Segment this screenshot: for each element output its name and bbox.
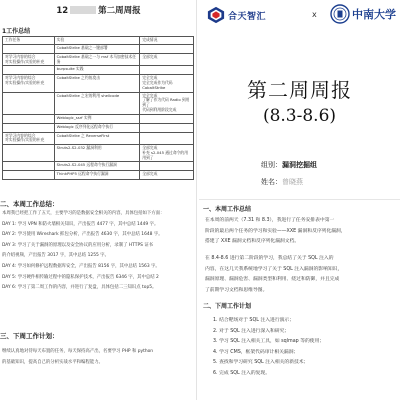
table-row [3, 162, 194, 171]
table-header-cell: 实验 [54, 37, 140, 45]
summary-line: DAY 2: 学习使用 Wireshark 抓包分析，产出报告 4630 字，其中总结 1648 字。 [2, 232, 163, 238]
list-item: 4. 学习 CMS，框架代码审计相关漏洞； [213, 349, 299, 355]
list-item: 5. 查找和学习研究 SQL 注入相关的新技术； [213, 360, 309, 366]
table-row [3, 145, 194, 162]
para-line: 在 8.4-8.6 进行第二阶段的学习，我总结了关于 SQL 注入的 [205, 256, 334, 261]
para-line: 在本周的前两天（7.31 和 8.3），我进行了任务安排表中第一 [205, 218, 335, 223]
table-header-cell: 工作任务 [3, 37, 55, 45]
right-summary-para2 [205, 254, 397, 296]
work-table [2, 36, 194, 180]
table-cell [140, 66, 194, 75]
name-field [261, 177, 303, 187]
right-plan-list [213, 316, 397, 380]
table-cell [3, 114, 55, 123]
hetian-logo-icon [207, 6, 225, 24]
table-cell: burpsuite 实践 [54, 66, 140, 75]
table-cell: 对学习内容的综合 对实验操作/实验的补充 [3, 75, 55, 92]
table-cell: ThinkPHP5 远程命令执行漏洞 [54, 171, 140, 180]
logo-row [199, 4, 400, 26]
table-cell: 完全完成 完全完成作为代码 CobaltStrike [140, 75, 194, 92]
summary-line: DAY 6: 学习了第二周工作的内容，并进行了复盘，具体包括二三知识点 top5。 [2, 285, 157, 291]
table-cell [3, 162, 55, 171]
table-cell [3, 92, 55, 114]
para-line: 内容，在这几天我系统地学习了关于 SQL 注入漏洞的影响知识， [205, 266, 343, 272]
table-header-row [3, 37, 194, 45]
csu-seal-icon [330, 4, 350, 24]
table-cell: 全部完成 [140, 54, 194, 66]
table-header-cell: 完成情况 [140, 37, 194, 45]
right-plan-heading: 二、下周工作计划 [203, 303, 252, 310]
table-cell [3, 66, 55, 75]
group-label: 组别： [261, 161, 282, 169]
redacted-name [70, 6, 96, 14]
table-cell: 对学习内容的综合 对实验操作/实验的补充 [3, 132, 55, 144]
cover-period: (8.3-8.6) [262, 106, 337, 126]
hetian-logo [207, 6, 266, 24]
table-row [3, 171, 194, 180]
summary-section-heading: 二、本周工作总结： [0, 200, 59, 208]
table-cell [140, 132, 194, 144]
table-cell: CobaltStrike 之钓鱼攻击 [54, 75, 140, 92]
cover-page [199, 0, 400, 198]
summary-line: 本周我已经把工作了五天，主要学习的是数据安全相关的内容，具体包括如下方面： [2, 211, 165, 216]
table-row [3, 75, 194, 92]
table-cell [3, 171, 55, 180]
table-cell: 全部完成 补充 s2-045 通过命令的用 用到了 [140, 145, 194, 162]
table-cell: CobaltStrike 之宏的利用 shellcode [54, 92, 140, 114]
table-cell: CobaltStrike 之 ReverseFirst [54, 132, 140, 144]
table-cell [140, 162, 194, 171]
table-cell [140, 123, 194, 132]
table-row [3, 45, 194, 54]
table-row [3, 54, 194, 66]
group-value: 漏洞挖掘组 [282, 161, 317, 169]
list-item: 3. 学习 SQL 注入相关工具，如 sqlmap 等的使用； [213, 339, 325, 345]
work-summary-heading: 1工作总结 [2, 28, 31, 35]
table-cell: Struts2-S2-045 远程命令执行漏洞 [54, 162, 140, 171]
left-doc-title [0, 4, 197, 16]
para-line: 漏洞原理、漏洞危害、漏洞类型和利用、绕过和防御，并且完成 [205, 277, 340, 282]
para-line: 搭建了 XXE 漏洞文档和反序列化漏洞文档。 [205, 239, 300, 244]
table-cell: CobaltStrike 基础之一键部署 [54, 45, 140, 54]
table-cell: 完全完成 了解了作为代码 Radio 到用到了 代码到利用阶段完成 [140, 92, 194, 114]
right-summary-heading: 一、本周工作总结 [203, 206, 252, 213]
logo-separator: x [312, 10, 317, 19]
right-summary-para1 [205, 216, 397, 248]
summary-line: DAY 1: 学习 VPN 和防火墙相关知识，产出报告 4477 字，其中总结 1449 字。 [2, 221, 159, 227]
right-document-page [199, 199, 400, 400]
table-cell: Weblogic 反序列化远程命令执行 [54, 123, 140, 132]
para-line: 阶段的最后两个任务的学习和实验——XXE 漏洞和反序列化漏洞， [205, 228, 346, 234]
title-suffix: 第二周周报 [98, 6, 141, 16]
table-row [3, 66, 194, 75]
table-cell: 全部完成 [140, 171, 194, 180]
table-cell: Weblogic_ssrf 实例 [54, 114, 140, 123]
summary-line: 的介绍视频，产出报告 3017 字，其中总结 1255 字。 [2, 253, 109, 259]
table-cell: Struts2-S2-032 漏洞利用 [54, 145, 140, 162]
table-body [3, 45, 194, 180]
title-prefix: 12 [56, 6, 69, 16]
table-cell: CobaltStrike 基础之一与 msf 木马加密技术任务 [54, 54, 140, 66]
table-cell [140, 45, 194, 54]
summary-paragraph [2, 209, 192, 294]
table-cell [3, 145, 55, 162]
summary-line: DAY 5: 学习硬件相传输过程中的隐私保护技术，产出报告 6346 字，其中总结 2 [2, 274, 159, 280]
plan-line: 的基础知识，提高自己的分析实战水平和编程能力。 [2, 359, 103, 365]
cover-title: 第二周周报 [247, 78, 352, 102]
list-item: 6. 完成 SQL 注入的复现。 [213, 370, 271, 376]
table-row [3, 132, 194, 144]
csu-logo-text: 中南大学 [352, 8, 396, 21]
table-row [3, 92, 194, 114]
plan-section-heading: 三、下周工作计划： [0, 332, 59, 340]
table-cell [140, 114, 194, 123]
name-label: 姓名： [261, 178, 282, 186]
csu-logo [330, 4, 396, 24]
hetian-logo-text: 合天智汇 [228, 11, 267, 22]
group-field [261, 160, 317, 170]
list-item: 1. 结合靶场对于 SQL 注入进行演示； [213, 318, 295, 323]
plan-line: 继续认真地对待每天布置的任务，每天保持高产出，名要学习 PHP 和 python [2, 349, 154, 354]
table-row [3, 114, 194, 123]
table-cell [3, 45, 55, 54]
list-item: 2. 对于 SQL 注入进行深入和研究； [213, 328, 290, 334]
plan-paragraph [2, 347, 192, 368]
table-cell: 对学习内容的综合 对实验操作/实验的补充 [3, 54, 55, 66]
left-document-page [0, 0, 197, 400]
table-cell [3, 123, 55, 132]
summary-line: DAY 3: 学习了关于漏洞的原理以及安全协议的应用分析，录制了 HTTPS 证书 [2, 242, 154, 248]
table-row [3, 123, 194, 132]
summary-line: DAY 4: 学习如何修护远程数据库安全，产出报告 8156 字，其中总结 1563 字。 [2, 263, 160, 269]
para-line: 了前期学习文档和思维导图。 [205, 287, 268, 293]
name-value: 曾晓燕 [282, 178, 303, 186]
